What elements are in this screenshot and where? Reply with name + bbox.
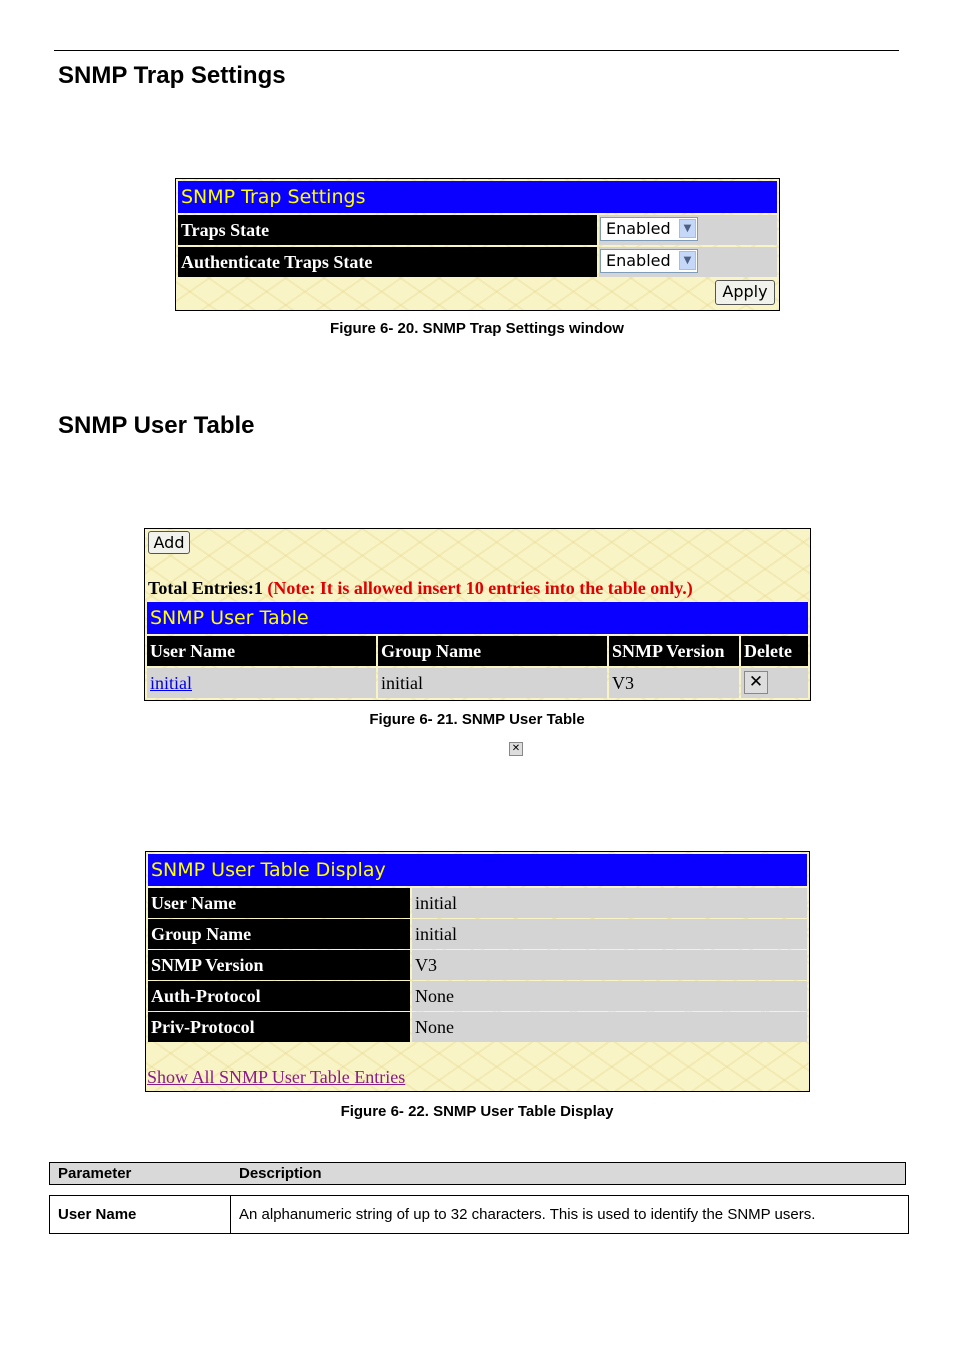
total-entries: Total Entries:1 bbox=[148, 578, 263, 598]
header-delete: Delete bbox=[741, 636, 808, 666]
display-label-auth-protocol: Auth-Protocol bbox=[148, 981, 410, 1011]
chevron-down-icon: ▼ bbox=[679, 251, 696, 270]
header-snmp-version: SNMP Version bbox=[609, 636, 739, 666]
table-row-version: V3 bbox=[609, 668, 739, 698]
user-name-link[interactable]: initial bbox=[150, 673, 192, 693]
desc-user-name: An alphanumeric string of up to 32 characters. This is used to identify the SNMP users. bbox=[239, 1206, 816, 1223]
user-table-title-bar: SNMP User Table bbox=[147, 602, 808, 634]
traps-state-select[interactable] bbox=[600, 217, 698, 241]
apply-button[interactable]: Apply bbox=[715, 280, 775, 305]
figure-21-caption: Figure 6- 21. SNMP User Table bbox=[369, 711, 585, 728]
show-all-entries-link[interactable]: Show All SNMP User Table Entries bbox=[147, 1067, 406, 1087]
traps-state-value: Enabled bbox=[606, 219, 671, 238]
header-user-name: User Name bbox=[147, 636, 376, 666]
figure-22-caption: Figure 6- 22. SNMP User Table Display bbox=[340, 1103, 614, 1120]
delete-x-icon[interactable]: ✕ bbox=[744, 671, 768, 694]
add-button[interactable]: Add bbox=[148, 531, 190, 554]
entries-note: (Note: It is allowed insert 10 entries into the table only.) bbox=[267, 578, 693, 598]
figure-20-caption: Figure 6- 20. SNMP Trap Settings window bbox=[330, 320, 624, 337]
user-table-display-panel bbox=[145, 851, 810, 1092]
header-group-name: Group Name bbox=[378, 636, 607, 666]
user-table-panel bbox=[144, 528, 811, 701]
param-table-header bbox=[49, 1162, 906, 1185]
trap-settings-title-bar: SNMP Trap Settings bbox=[178, 181, 777, 213]
section-title-user-table: SNMP User Table bbox=[58, 412, 255, 439]
authenticate-traps-state-select[interactable] bbox=[600, 249, 698, 273]
display-value-auth-protocol: None bbox=[412, 981, 807, 1011]
delete-x-icon: ✕ bbox=[509, 742, 523, 756]
desc-header: Description bbox=[239, 1165, 322, 1182]
display-label-priv-protocol: Priv-Protocol bbox=[148, 1012, 410, 1042]
display-label-user-name: User Name bbox=[148, 888, 410, 918]
chevron-down-icon: ▼ bbox=[679, 219, 696, 238]
display-value-priv-protocol: None bbox=[412, 1012, 807, 1042]
display-label-group-name: Group Name bbox=[148, 919, 410, 949]
display-title-bar: SNMP User Table Display bbox=[148, 854, 807, 886]
table-row-delete-cell bbox=[741, 668, 808, 698]
table-row-user-name-cell bbox=[147, 668, 376, 698]
section-title-trap-settings: SNMP Trap Settings bbox=[58, 62, 286, 89]
traps-state-cell bbox=[599, 215, 777, 245]
show-all-link-wrap bbox=[147, 1067, 405, 1088]
table-row-group-name: initial bbox=[378, 668, 607, 698]
display-label-snmp-version: SNMP Version bbox=[148, 950, 410, 980]
traps-state-label: Traps State bbox=[178, 215, 597, 245]
param-user-name: User Name bbox=[50, 1196, 231, 1233]
display-value-user-name: initial bbox=[412, 888, 807, 918]
display-value-group-name: initial bbox=[412, 919, 807, 949]
total-entries-line bbox=[148, 578, 693, 599]
authenticate-traps-state-cell bbox=[599, 247, 777, 277]
authenticate-traps-state-label: Authenticate Traps State bbox=[178, 247, 597, 277]
param-header: Parameter bbox=[58, 1165, 132, 1182]
authenticate-traps-state-value: Enabled bbox=[606, 251, 671, 270]
display-value-snmp-version: V3 bbox=[412, 950, 807, 980]
param-table-row bbox=[49, 1195, 909, 1234]
trap-settings-panel bbox=[175, 178, 780, 311]
top-rule bbox=[54, 50, 899, 51]
